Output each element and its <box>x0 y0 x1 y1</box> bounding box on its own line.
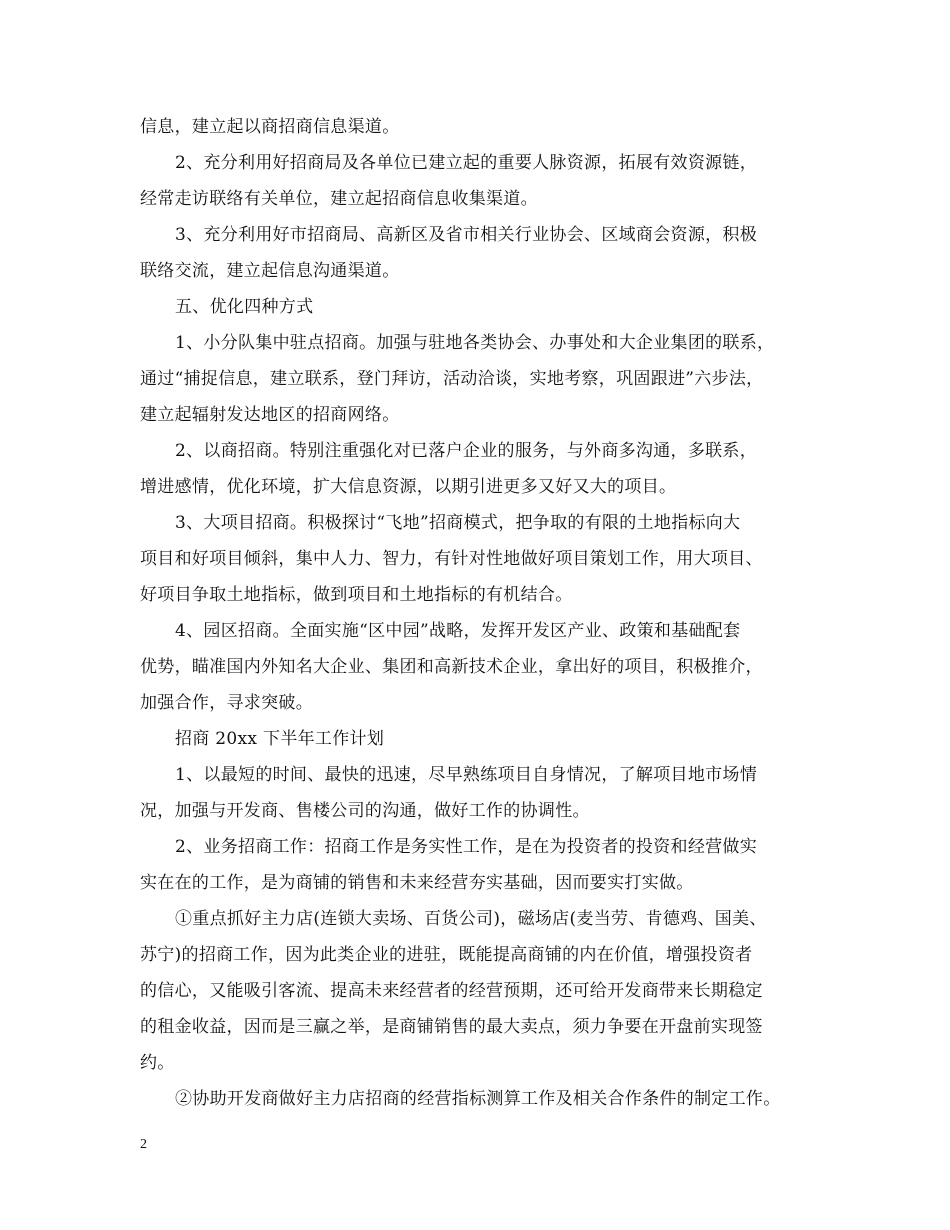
section-heading: 五、优化四种方式 <box>175 297 314 317</box>
text-line: 4、园区招商。全面实施“区中园”战略，发挥开发区产业、政策和基础配套 <box>175 621 741 641</box>
text-line: 实在在的工作，是为商铺的销售和未来经营夯实基础，因而要实打实做。 <box>140 873 694 893</box>
text-line: 3、充分利用好市招商局、高新区及省市相关行业协会、区域商会资源，积极 <box>175 225 758 245</box>
text-line: 好项目争取土地指标，做到项目和土地指标的有机结合。 <box>140 585 573 605</box>
text-line: 约。 <box>140 1053 175 1073</box>
section-heading: 招商 20xx 下半年工作计划 <box>175 729 385 749</box>
text-line: 的信心，又能吸引客流、提高未来经营者的经营预期，还可给开发商带来长期稳定 <box>140 981 763 1001</box>
text-line: 2、以商招商。特别注重强化对已落户企业的服务，与外商多沟通，多联系， <box>175 441 758 461</box>
text-line: ①重点抓好主力店(连锁大卖场、百货公司)，磁场店(麦当劳、肯德鸡、国美、 <box>175 909 767 929</box>
text-line: 2、充分利用好招商局及各单位已建立起的重要人脉资源，拓展有效资源链， <box>175 153 758 173</box>
text-line: 况，加强与开发商、售楼公司的沟通，做好工作的协调性。 <box>140 801 590 821</box>
text-line: 联络交流，建立起信息沟通渠道。 <box>140 261 400 281</box>
text-line: 增进感情，优化环境，扩大信息资源，以期引进更多又好又大的项目。 <box>140 477 677 497</box>
text-line: 3、大项目招商。积极探讨“飞地”招商模式，把争取的有限的土地指标向大 <box>175 513 741 533</box>
text-line: 经常走访联络有关单位，建立起招商信息收集渠道。 <box>140 189 538 209</box>
text-line: 1、小分队集中驻点招商。加强与驻地各类协会、办事处和大企业集团的联系， <box>175 333 775 353</box>
page-number: 2 <box>140 1137 147 1152</box>
text-line: 通过“捕捉信息，建立联系，登门拜访，活动洽谈，实地考察，巩固跟进”六步法， <box>140 369 764 389</box>
text-line: ②协助开发商做好主力店招商的经营指标测算工作及相关合作条件的制定工作。 <box>175 1089 781 1109</box>
text-line: 优势，瞄准国内外知名大企业、集团和高新技术企业，拿出好的项目，积极推介， <box>140 657 763 677</box>
text-line: 1、以最短的时间、最快的迅速，尽早熟练项目自身情况，了解项目地市场情 <box>175 765 758 785</box>
text-line: 建立起辐射发达地区的招商网络。 <box>140 405 400 425</box>
text-line: 2、业务招商工作：招商工作是务实性工作，是在为投资者的投资和经营做实 <box>175 837 758 857</box>
text-line: 项目和好项目倾斜，集中人力、智力，有针对性地做好项目策划工作，用大项目、 <box>140 549 763 569</box>
text-line: 的租金收益，因而是三赢之举，是商铺销售的最大卖点，须力争要在开盘前实现签 <box>140 1017 763 1037</box>
text-line: 信息，建立起以商招商信息渠道。 <box>140 117 400 137</box>
text-line: 加强合作，寻求突破。 <box>140 693 313 713</box>
text-line: 苏宁)的招商工作，因为此类企业的进驻，既能提高商铺的内在价值，增强投资者 <box>140 945 753 965</box>
